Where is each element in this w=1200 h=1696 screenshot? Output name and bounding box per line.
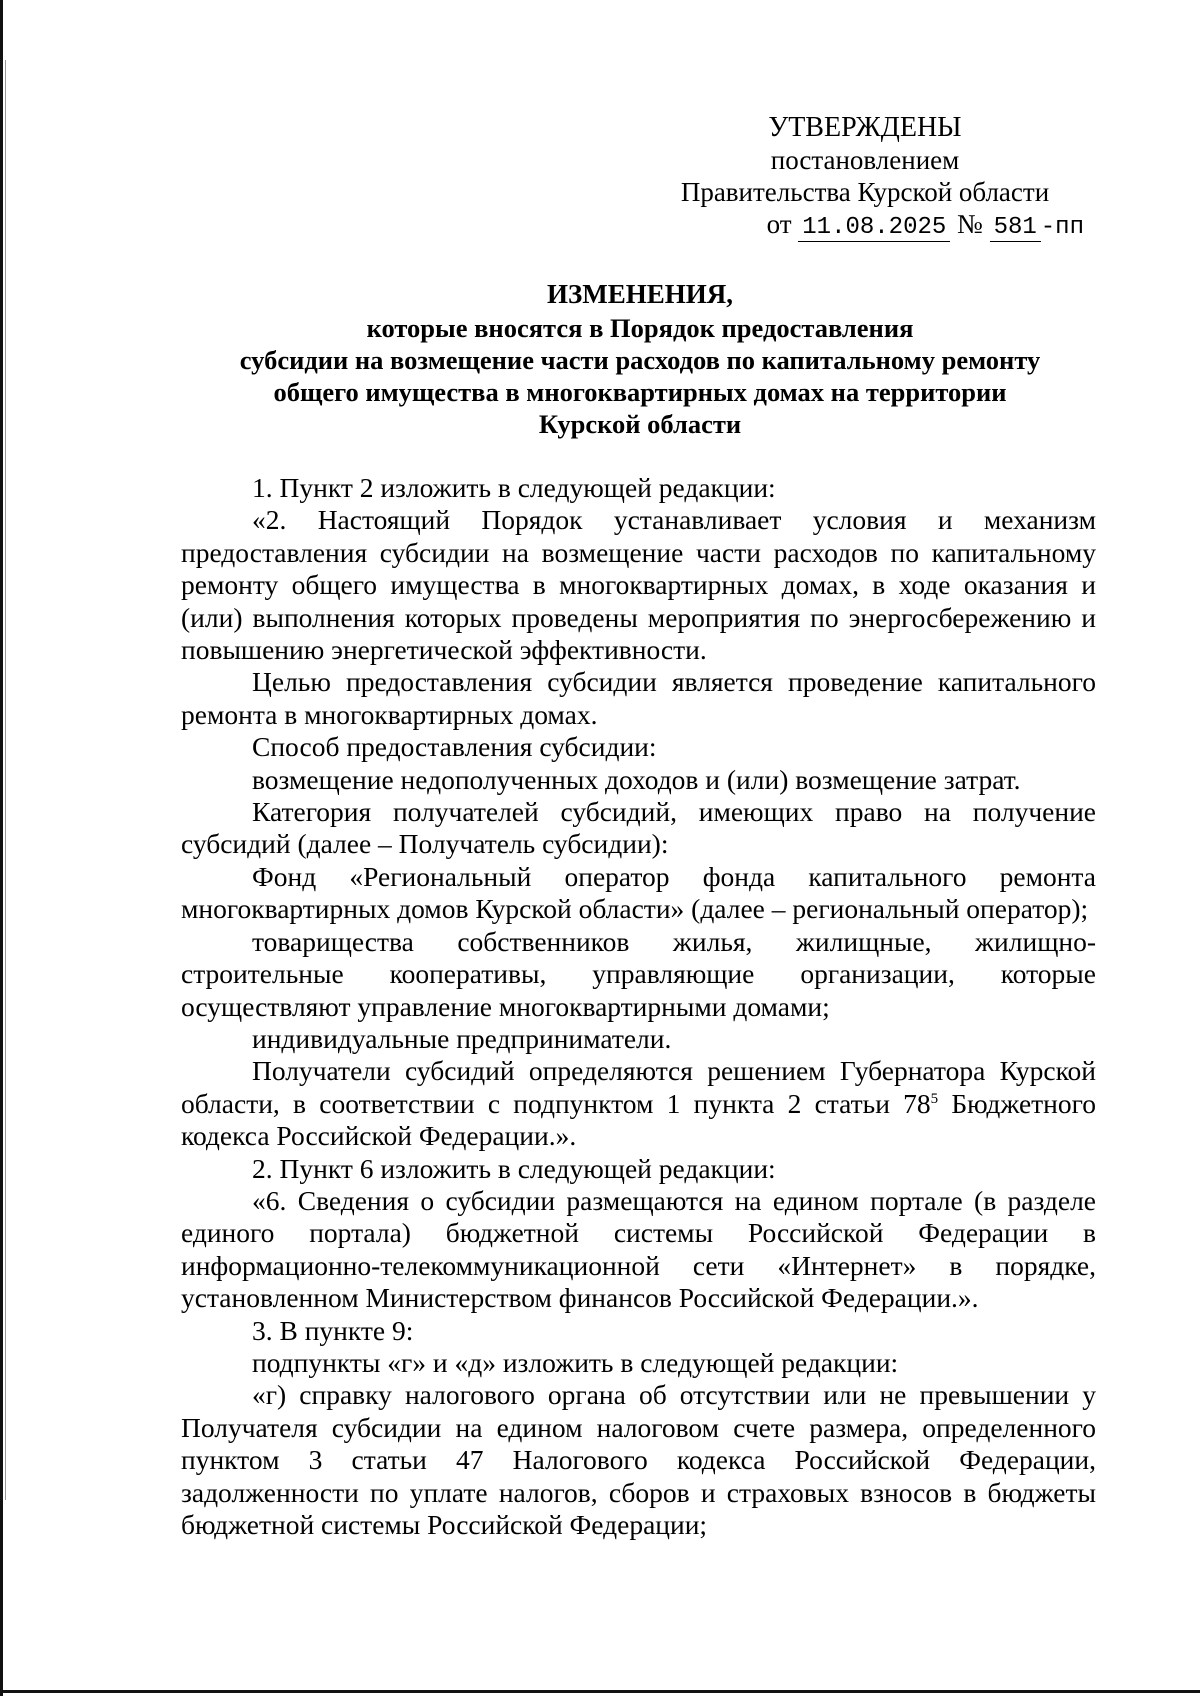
- scan-edge-left: [0, 0, 3, 1696]
- heading-line: Курской области: [538, 409, 742, 439]
- approval-date: 11.08.2025: [798, 214, 950, 242]
- number-prefix: №: [957, 209, 983, 239]
- heading-line: общего имущества в многоквартирных домах на территории: [273, 377, 1007, 407]
- paragraph: 2. Пункт 6 изложить в следующей редакции:: [252, 1152, 776, 1184]
- heading-line: которые вносятся в Порядок предоставления: [366, 313, 914, 343]
- paragraph: Категория получателей субсидий, имеющих право на получение субсидий (далее – Получатель субсидии):: [181, 796, 1096, 860]
- scan-edge-line: [5, 60, 6, 1500]
- approval-date-line: [640, 208, 1090, 244]
- paragraph: товарищества собственников жилья, жилищные, жилищно-строительные кооперативы, управляющие организации, которые осуществляют управление многоквартирными домами;: [181, 925, 1096, 1022]
- document-body: [181, 472, 1096, 1541]
- approval-stamp: [640, 112, 1090, 244]
- paragraph: Способ предоставления субсидии:: [252, 731, 657, 763]
- heading-line: субсидии на возмещение части расходов по капитальному ремонту: [239, 345, 1041, 375]
- paragraph-text: Получатели субсидий определяются решением Губернатора Курской области, в соответствии с подпунктом 1 пункта 2 статьи 78: [181, 1055, 1096, 1119]
- paragraph: [181, 1055, 1096, 1152]
- paragraph-text: Бюджетного кодекса Российской Федерации.».: [181, 1087, 1096, 1152]
- paragraph: индивидуальные предприниматели.: [252, 1022, 672, 1054]
- paragraph: возмещение недополученных доходов и (или) возмещение затрат.: [252, 763, 1021, 795]
- paragraph: «г) справку налогового органа об отсутствии или не превышении у Получателя субсидии на едином налоговом счете размера, определенного пунктом 3 статьи 47 Налогового кодекса Российской Федерации, задолженности по уплате налогов, сборов и страховых взносов в бюджеты бюджетной системы Российской Федерации;: [181, 1379, 1096, 1540]
- paragraph: Фонд «Региональный оператор фонда капитального ремонта многоквартирных домов Курской области» (далее – региональный оператор);: [181, 860, 1096, 925]
- date-prefix: от: [766, 209, 792, 239]
- paragraph: Целью предоставления субсидии является проведение капитального ремонта в многоквартирных домах.: [181, 666, 1096, 730]
- document-heading: [180, 278, 1100, 440]
- approval-line-2: Правительства Курской области: [680, 177, 1050, 207]
- paragraph: 1. Пункт 2 изложить в следующей редакции:: [252, 472, 776, 503]
- paragraph: «6. Сведения о субсидии размещаются на едином портале (в разделе единого портала) бюджетной системы Российской Федерации в информационно-телекоммуникационной сети «Интернет» в порядке, установленном Министерством финансов Российской Федерации.».: [181, 1184, 1096, 1314]
- approval-number-suffix: -пп: [1040, 214, 1084, 241]
- paragraph: подпункты «г» и «д» изложить в следующей редакции:: [252, 1346, 899, 1378]
- scan-edge-bottom: [0, 1690, 1200, 1693]
- heading-title: ИЗМЕНЕНИЯ,: [546, 279, 733, 309]
- paragraph: «2. Настоящий Порядок устанавливает условия и механизм предоставления субсидии на возмещение части расходов по капитальному ремонту общего имущества в многоквартирных домах, в ходе оказания и (или) выполнения которых проведены мероприятия по энергосбережению и повышению энергетической эффективности.: [181, 504, 1096, 666]
- paragraph: 3. В пункте 9:: [252, 1314, 414, 1346]
- approval-number: 581: [990, 214, 1041, 242]
- approval-line-1: постановлением: [770, 145, 960, 175]
- approval-title: УТВЕРЖДЕНЫ: [768, 112, 962, 143]
- superscript: 5: [930, 1090, 939, 1107]
